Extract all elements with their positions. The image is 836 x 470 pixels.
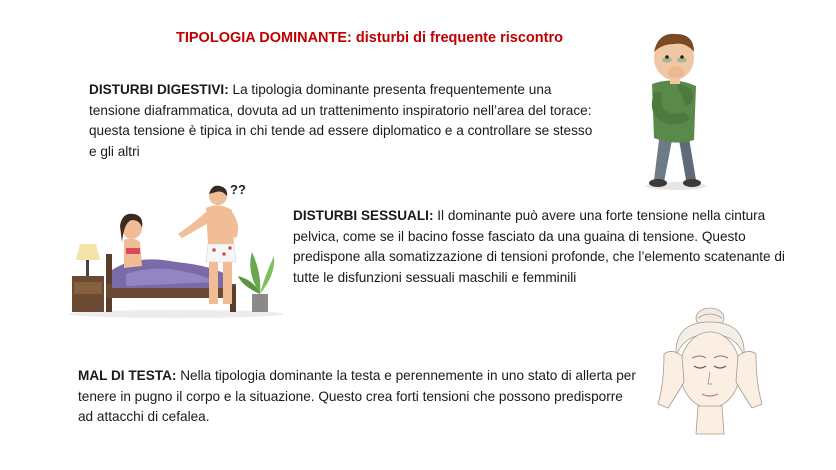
woman-headache-illustration [650, 304, 770, 444]
section-headache-text: Nella tipologia dominante la testa e perennemente in uno stato di allerta per tenere in pugno il corpo e la situazione. Questo crea forti tensioni che possono predisporre ad attacchi di cefalea. [78, 368, 636, 424]
section-sexual [293, 206, 813, 288]
section-sexual-text: Il dominante può avere una forte tensione nella cintura pelvica, come se il bacino fosse fasciato da una guaina di tensione. Questo predispone alla somatizzazione di tensioni profonde, che l’elemento scatenante di tutte le disfunzioni sessuali maschili e femminili [293, 208, 785, 285]
section-digestive-text: La tipologia dominante presenta frequentemente una tensione diaframmatica, dovuta ad un trattenimento inspiratorio nell’area del torace: questa tensione è tipica in chi tende ad essere diplomatico e a controllare se stesso e gli altri [89, 82, 593, 159]
section-headache [78, 366, 638, 428]
section-digestive [89, 80, 599, 162]
page-title: TIPOLOGIA DOMINANTE: disturbi di frequente riscontro [176, 30, 563, 46]
section-headache-label: MAL DI TESTA: [78, 368, 177, 383]
sick-man-illustration [624, 22, 724, 192]
question-marks: ?? [230, 182, 246, 197]
section-digestive-label: DISTURBI DIGESTIVI: [89, 82, 229, 97]
couple-bedroom-illustration [66, 182, 288, 320]
section-sexual-label: DISTURBI SESSUALI: [293, 208, 434, 223]
